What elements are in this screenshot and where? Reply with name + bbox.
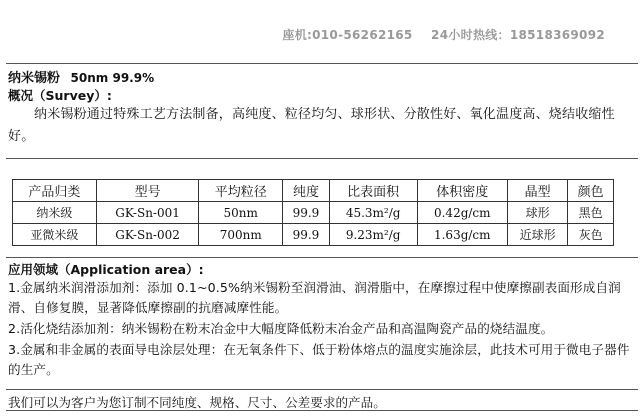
product-spec: 50nm 99.9% <box>70 71 155 85</box>
list-item: 2.活化烧结添加剂：纳米锡粉在粉末冶金中大幅度降低粉末冶金产品和高温陶瓷产品的烧结温度。 <box>8 321 554 336</box>
table-cell: GK-Sn-001 <box>96 202 198 224</box>
overview-heading: 概况（Survey）: <box>8 88 112 103</box>
table-header-row <box>13 180 614 202</box>
table-cell: 1.63g/cm <box>417 224 508 246</box>
col-header: 颜色 <box>568 180 614 202</box>
col-header: 比表面积 <box>329 180 417 202</box>
page-header <box>0 0 643 64</box>
table-cell: 45.3m²/g <box>329 202 417 224</box>
table-cell: 99.9 <box>283 202 330 224</box>
list-item: 3.金属和非金属的表面导电涂层处理：在无氧条件下、低于粉体熔点的温度实施涂层，此技术可用于微电子器件的生产。 <box>8 342 630 377</box>
list-item: 1.金属纳米润滑添加剂：添加 0.1~0.5%纳米锡粉至润滑油、润滑脂中，在摩擦过程中使摩擦副表面形成自润滑、自修复膜，显著降低摩擦副的抗磨减摩性能。 <box>8 280 621 315</box>
contact-line <box>268 26 605 43</box>
col-header: 纯度 <box>283 180 330 202</box>
divider-application <box>6 389 638 390</box>
divider-bottom <box>6 410 638 411</box>
overview-text: 纳米锡粉通过特殊工艺方法制备，高纯度、粒径均匀、球形状、分散性好、氧化温度高、烧结收缩性好。 <box>8 107 615 144</box>
table-cell: 0.42g/cm <box>417 202 508 224</box>
table-row <box>13 202 614 224</box>
customization-note: 我们可以为客户为您订制不同纯度、规格、尺寸、公差要求的产品。 <box>8 395 386 410</box>
table-cell: 亚微米级 <box>13 224 97 246</box>
table-cell: GK-Sn-002 <box>96 224 198 246</box>
table-cell: 9.23m²/g <box>329 224 417 246</box>
table-cell: 近球形 <box>508 224 568 246</box>
divider-top <box>6 63 638 64</box>
col-header: 产品归类 <box>13 180 97 202</box>
product-title <box>8 67 154 86</box>
col-header: 晶型 <box>508 180 568 202</box>
table-cell: 50nm <box>199 202 283 224</box>
table-cell: 灰色 <box>568 224 614 246</box>
divider-table <box>6 257 638 258</box>
hotline-number: 24小时热线：18518369092 <box>431 28 605 42</box>
divider-overview <box>6 158 638 159</box>
col-header: 型号 <box>96 180 198 202</box>
table-row <box>13 224 614 246</box>
product-name: 纳米锡粉 <box>8 71 61 86</box>
table-cell: 黑色 <box>568 202 614 224</box>
landline-number: 座机:010-56262165 <box>282 28 413 42</box>
table-cell: 纳米级 <box>13 202 97 224</box>
col-header: 平均粒径 <box>199 180 283 202</box>
table-cell: 球形 <box>508 202 568 224</box>
application-list <box>8 278 634 381</box>
table-cell: 99.9 <box>283 224 330 246</box>
col-header: 体积密度 <box>417 180 508 202</box>
spec-table <box>12 179 614 246</box>
table-cell: 700nm <box>199 224 283 246</box>
application-heading: 应用领域（Application area）: <box>8 262 204 277</box>
